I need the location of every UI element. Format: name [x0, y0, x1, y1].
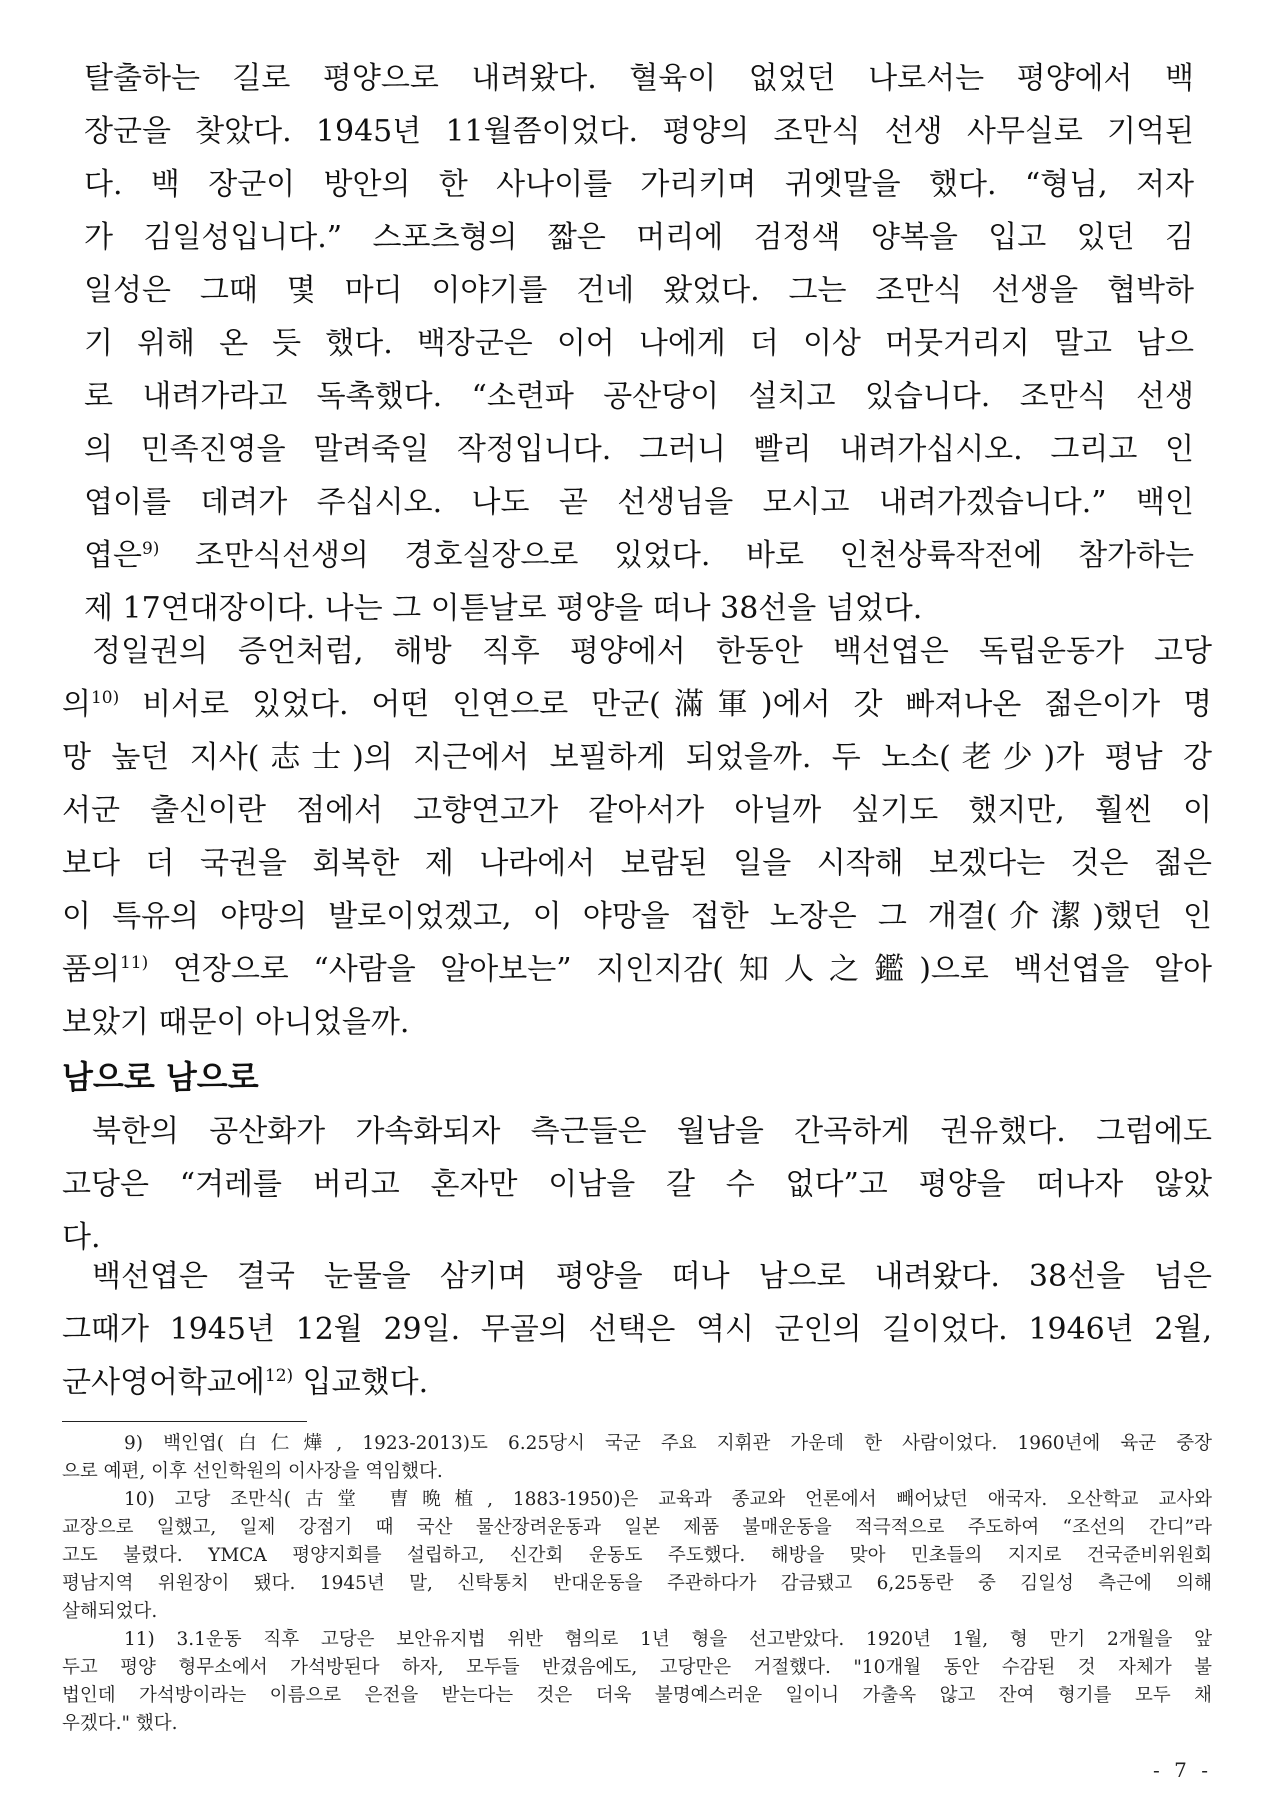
- footnote-line: 고도 불렸다. YMCA 평양지회를 설립하고, 신간회 운동도 주도했다. 해방을 맞아 민초들의 지지로 건국준비위원회: [62, 1545, 1212, 1566]
- text-line: 이 특유의 야망의 발로이었겠고, 이 야망을 접한 노장은 그 개결(介潔)했던 인: [62, 899, 1212, 934]
- text-line: 의 민족진영을 말려죽일 작정입니다. 그러니 빨리 내려가십시오. 그리고 인: [84, 432, 1194, 467]
- footnotes: [62, 1430, 1212, 1738]
- footnote-line: 11) 3.1운동 직후 고당은 보안유지법 위반 혐의로 1년 형을 선고받았다. 1920년 1월, 형 만기 2개월을 앞: [124, 1629, 1212, 1650]
- text-line: 정일권의 증언처럼, 해방 직후 평양에서 한동안 백선엽은 독립운동가 고당: [92, 634, 1212, 669]
- footnote-line: 10) 고당 조만식(古堂 曺晩植, 1883-1950)은 교육과 종교와 언론에서 빼어났던 애국자. 오산학교 교사와: [124, 1489, 1212, 1510]
- footnote-ref-12[interactable]: 12): [264, 1366, 294, 1386]
- text-line: 백선엽은 결국 눈물을 삼키며 평양을 떠나 남으로 내려왔다. 38선을 넘은: [92, 1259, 1212, 1294]
- text-fragment: 의: [62, 687, 91, 722]
- text-fragment: 군사영어학교에: [62, 1365, 265, 1400]
- quoted-testimony: [84, 52, 1194, 635]
- text-line: 그때가 1945년 12월 29일. 무골의 선택은 역시 군인의 길이었다. 1946년 2월,: [62, 1312, 1212, 1347]
- footnote-11: [62, 1626, 1212, 1738]
- text-fragment: 연장으로 “사람을 알아보는” 지인지감(知人之鑑)으로 백선엽을 알아: [148, 952, 1212, 987]
- paragraph: [62, 625, 1212, 1049]
- text-fragment: 비서로 있었다. 어떤 인연으로 만군(滿軍)에서 갓 빠져나온 젊은이가 명: [119, 687, 1212, 722]
- footnote-line: 으로 예편, 이후 선인학원의 이사장을 역임했다.: [62, 1461, 443, 1482]
- text-line: 장군을 찾았다. 1945년 11월쯤이었다. 평양의 조만식 선생 사무실로 기억된: [84, 114, 1194, 149]
- text-line: 고당은 “겨레를 버리고 혼자만 이남을 갈 수 없다”고 평양을 떠나자 않았: [62, 1167, 1212, 1202]
- text-line: 망 높던 지사(志士)의 지근에서 보필하게 되었을까. 두 노소(老少)가 평남 강: [62, 740, 1212, 775]
- text-fragment: 조만식선생의 경호실장으로 있었다. 바로 인천상륙작전에 참가하는: [159, 538, 1194, 573]
- text-line: 로 내려가라고 독촉했다. “소련파 공산당이 설치고 있습니다. 조만식 선생: [84, 379, 1194, 414]
- text-line: 다.: [62, 1220, 101, 1255]
- text-line: 보았기 때문이 아니었을까.: [62, 1005, 410, 1040]
- paragraph: [62, 1250, 1212, 1409]
- text-line: 가 김일성입니다.” 스포츠형의 짧은 머리에 검정색 양복을 입고 있던 김: [84, 220, 1194, 255]
- text-line: 보다 더 국권을 회복한 제 나라에서 보람된 일을 시작해 보겠다는 것은 젊은: [62, 846, 1212, 881]
- footnote-line: 우겠다." 했다.: [62, 1713, 178, 1734]
- footnote-line: 평남지역 위원장이 됐다. 1945년 말, 신탁통치 반대운동을 주관하다가 감금됐고 6,25동란 중 김일성 측근에 의해: [62, 1573, 1212, 1594]
- text-line: [62, 678, 1212, 731]
- footnote-10: [62, 1486, 1212, 1626]
- footnote-ref-11[interactable]: 11): [119, 953, 149, 973]
- footnote-9: [62, 1430, 1212, 1486]
- paragraph: [62, 1105, 1212, 1264]
- text-line: 엽이를 데려가 주십시오. 나도 곧 선생님을 모시고 내려가겠습니다.” 백인: [84, 485, 1194, 520]
- text-line: 다. 백 장군이 방안의 한 사나이를 가리키며 귀엣말을 했다. “형님, 저자: [84, 167, 1194, 202]
- footnote-line: 9) 백인엽(白仁燁, 1923-2013)도 6.25당시 국군 주요 지휘관 가운데 한 사람이었다. 1960년에 육군 중장: [124, 1433, 1212, 1454]
- text-line: [84, 529, 1194, 582]
- text-line: 서군 출신이란 점에서 고향연고가 같아서가 아닐까 싶기도 했지만, 훨씬 이: [62, 793, 1212, 828]
- page-number: - 7 -: [1153, 1758, 1212, 1782]
- text-line: 기 위해 온 듯 했다. 백장군은 이어 나에게 더 이상 머뭇거리지 말고 남으: [84, 326, 1194, 361]
- text-line: 제 17연대장이다. 나는 그 이튿날로 평양을 떠나 38선을 넘었다.: [84, 591, 923, 626]
- text-line: [62, 1356, 1212, 1409]
- text-fragment: 품의: [62, 952, 120, 987]
- footnote-line: 살해되었다.: [62, 1601, 158, 1622]
- text-line: 탈출하는 길로 평양으로 내려왔다. 혈육이 없었던 나로서는 평양에서 백: [84, 61, 1194, 96]
- text-line: 북한의 공산화가 가속화되자 측근들은 월남을 간곡하게 권유했다. 그럼에도: [92, 1114, 1212, 1149]
- footnote-ref-10[interactable]: 10): [90, 688, 120, 708]
- text-fragment: 입교했다.: [293, 1365, 429, 1400]
- text-line: [62, 943, 1212, 996]
- footnote-line: 교장으로 일했고, 일제 강점기 때 국산 물산장려운동과 일본 제품 불매운동을 적극적으로 주도하여 “조선의 간디”라: [62, 1517, 1212, 1538]
- footnote-ref-9[interactable]: 9): [141, 539, 160, 559]
- footnote-line: 법인데 가석방이라는 이름으로 은전을 받는다는 것은 더욱 불명예스러운 일이니 가출옥 않고 잔여 형기를 모두 채: [62, 1685, 1212, 1706]
- section-heading: 남으로 남으로: [62, 1058, 259, 1096]
- footnote-separator: [62, 1421, 307, 1422]
- footnote-line: 두고 평양 형무소에서 가석방된다 하자, 모두들 반겼음에도, 고당만은 거절했다. "10개월 동안 수감된 것 자체가 불: [62, 1657, 1212, 1678]
- text-fragment: 엽은: [84, 538, 142, 573]
- text-line: 일성은 그때 몇 마디 이야기를 건네 왔었다. 그는 조만식 선생을 협박하: [84, 273, 1194, 308]
